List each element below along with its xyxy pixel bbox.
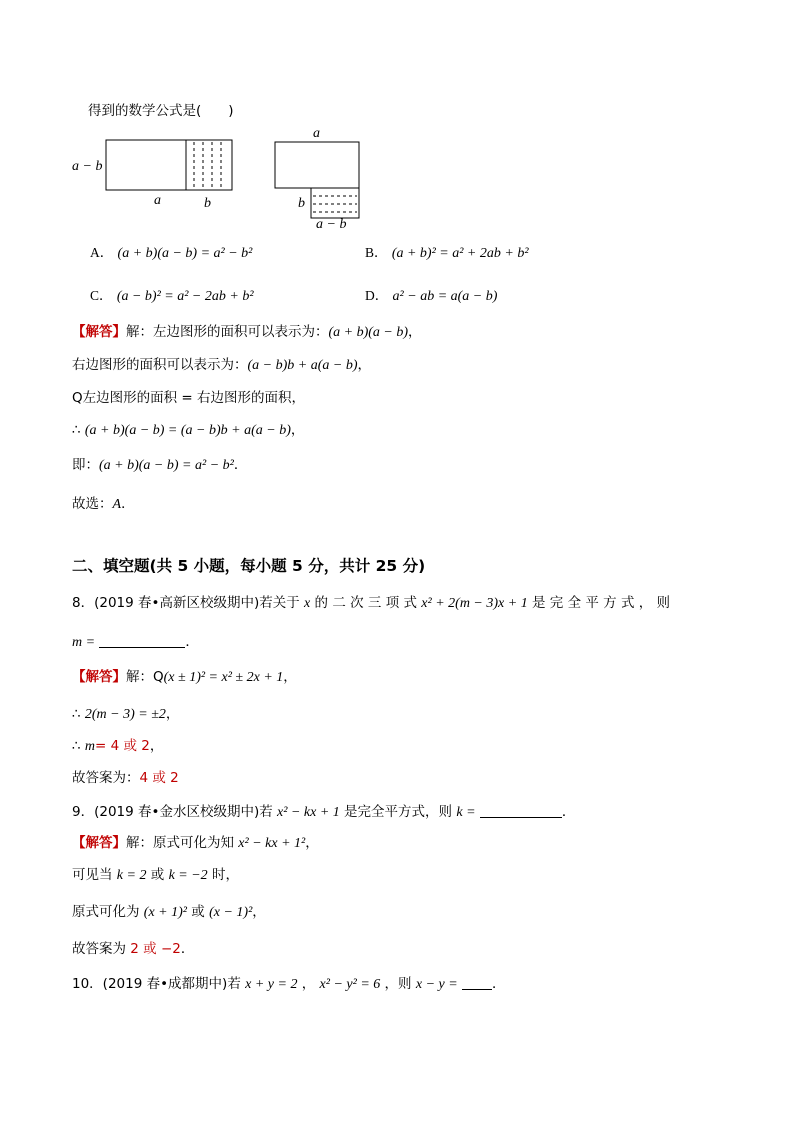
right-figure — [275, 126, 359, 232]
option-d[interactable]: D． a² − ab = a(a − b) — [365, 288, 498, 304]
q8-solution-line-1: 【解答】解：Q(x ± 1)² = x² ± 2x + 1， — [72, 669, 297, 685]
right-side-label: b — [298, 196, 305, 211]
question-8-line-2: m = ． — [72, 634, 199, 650]
section-heading: 二、填空题(共 5 小题，每小题 5 分，共计 25 分) — [72, 557, 426, 575]
left-bottom-b: b — [204, 196, 211, 211]
question-9: 9．(2019 春•金水区校级期中)若 x² − kx + 1 是完全平方式，则 k = ． — [72, 804, 576, 820]
question-10: 10．(2019 春•成都期中)若 x + y = 2 ， x² − y² = 6 ，则 x − y = ． — [72, 976, 506, 992]
question-intro: 得到的数学公式是( ) — [88, 103, 234, 119]
right-bottom-label: a − b — [316, 217, 347, 232]
q7-solution-line-1: 【解答】解：左边图形的面积可以表示为：(a + b)(a − b)， — [72, 324, 422, 340]
left-side-label: a − b — [72, 159, 103, 174]
q7-solution-line-3: Q左边图形的面积 = 右边图形的面积， — [72, 390, 306, 406]
q7-solution-line-4: ∴ (a + b)(a − b) = (a − b)b + a(a − b)， — [72, 422, 305, 438]
q7-solution-line-5: 即：(a + b)(a − b) = a² − b²． — [72, 457, 248, 473]
q9-answer-blank[interactable] — [480, 803, 562, 818]
q9-solution-line-1: 【解答】解：原式可化为知 x² − kx + 1²， — [72, 835, 319, 851]
q8-solution-line-4: 故答案为：4 或 2 — [72, 770, 179, 786]
right-top-label: a — [313, 126, 320, 141]
question-8: 8．(2019 春•高新区校级期中)若关于 x 的 二 次 三 项 式 x² + 2(m − 3)x + 1 是 完 全 平 方 式 ， 则 — [72, 595, 671, 611]
option-a[interactable]: A． (a + b)(a − b) = a² − b² — [90, 245, 253, 261]
q9-solution-line-2: 可见当 k = 2 或 k = −2 时， — [72, 867, 239, 883]
q8-solution-line-2: ∴ 2(m − 3) = ±2， — [72, 706, 180, 722]
q7-solution-line-2: 右边图形的面积可以表示为：(a − b)b + a(a − b)， — [72, 357, 371, 373]
left-bottom-a: a — [154, 193, 161, 208]
q7-solution-line-6: 故选：A． — [72, 496, 135, 512]
q9-solution-line-4: 故答案为 2 或 −2． — [72, 941, 195, 957]
q8-solution-line-3: ∴ m= 4 或 2， — [72, 738, 164, 754]
q9-solution-line-3: 原式可化为 (x + 1)² 或 (x − 1)²， — [72, 904, 266, 920]
option-c[interactable]: C． (a − b)² = a² − 2ab + b² — [90, 288, 254, 304]
option-b[interactable]: B． (a + b)² = a² + 2ab + b² — [365, 245, 529, 261]
q10-answer-blank[interactable] — [462, 975, 492, 990]
left-figure — [72, 140, 232, 211]
q8-answer-blank[interactable] — [99, 633, 185, 648]
